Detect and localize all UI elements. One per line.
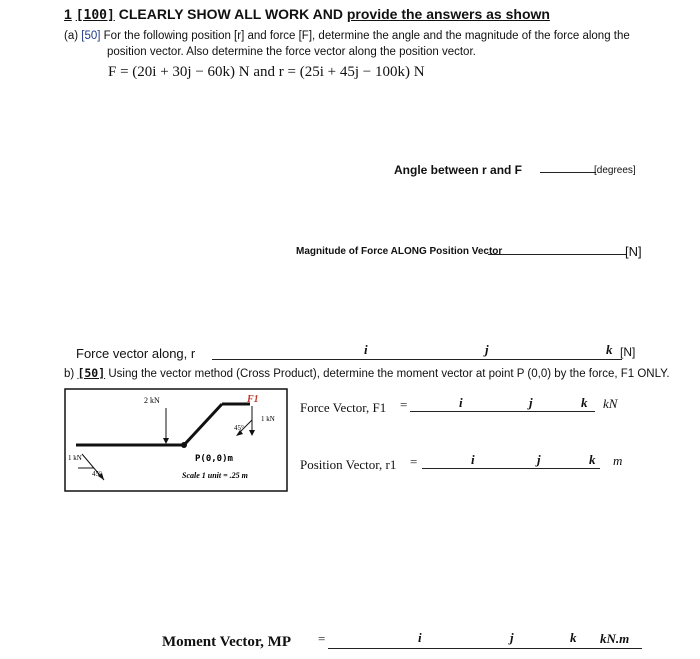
r1-eq: = <box>410 454 418 469</box>
r1-answer-line[interactable] <box>422 468 600 469</box>
part-a-text-2: position vector. Also determine the force vector along the position vector. <box>107 46 476 58</box>
part-a-points: [50] <box>81 30 101 42</box>
r1-i: i <box>471 452 475 467</box>
moment-unit: kN.m <box>600 631 630 646</box>
question-points: [100] <box>75 8 115 23</box>
part-b-text: Using the vector method (Cross Product), determine the moment vector at point P (0,0) by the force, F1 ONLY. <box>108 368 670 380</box>
fig-label-f1: F1 <box>247 394 259 405</box>
angle-unit: [degrees] <box>594 165 636 176</box>
fig-label-1kn-left: 1 kN <box>68 454 82 462</box>
part-b-points: [50] <box>77 366 106 380</box>
part-a-line1 <box>64 30 630 42</box>
r1-unit: m <box>613 453 623 468</box>
part-a-equation: F = (20i + 30j − 60k) N and r = (25i + 45j − 100k) N <box>108 64 425 80</box>
force-along-r-unit: [N] <box>620 345 636 359</box>
magnitude-unit: [N] <box>625 244 642 259</box>
header <box>64 6 550 23</box>
f1-eq: = <box>400 397 408 412</box>
f1-label: Force Vector, F1 <box>300 400 387 415</box>
fig-label-45-left: 45° <box>92 470 102 478</box>
force-along-r-i: i <box>364 342 368 357</box>
angle-label: Angle between r and F <box>394 163 523 177</box>
force-along-r-j: j <box>485 342 489 357</box>
moment-label: Moment Vector, MP <box>162 634 291 650</box>
angle-answer-line[interactable] <box>540 172 596 173</box>
fig-label-scale: Scale 1 unit = .25 m <box>182 471 248 480</box>
magnitude-label: Magnitude of Force ALONG Position Vector <box>296 246 503 257</box>
r1-label: Position Vector, r1 <box>300 457 397 472</box>
f1-k: k <box>581 395 588 410</box>
moment-i: i <box>418 630 422 645</box>
fig-label-p: P(0,0)m <box>195 454 233 464</box>
part-b-line <box>64 366 670 380</box>
r1-k: k <box>589 452 596 467</box>
force-along-r-k: k <box>606 342 613 357</box>
force-along-r-answer-line[interactable] <box>212 359 622 360</box>
fig-label-45-right: 45° <box>234 424 244 432</box>
fig-label-1kn-right: 1 kN <box>261 415 275 423</box>
magnitude-answer-line[interactable] <box>488 254 626 255</box>
part-b-label: b) <box>64 368 75 380</box>
moment-j: j <box>510 630 514 645</box>
fig-label-2kn: 2 kN <box>144 396 160 405</box>
part-a-text-1: For the following position [r] and force [F], determine the angle and the magnitude of the force along the <box>103 30 630 42</box>
instruction-text: CLEARLY SHOW ALL WORK AND <box>118 6 343 22</box>
moment-answer-line[interactable] <box>328 648 642 649</box>
moment-k: k <box>570 630 577 645</box>
moment-eq: = <box>318 631 326 646</box>
instruction-underlined: provide the answers as shown <box>346 6 550 22</box>
force-along-r-label: Force vector along, r <box>76 346 196 361</box>
r1-j: j <box>537 452 541 467</box>
point-p <box>181 442 187 448</box>
f1-i: i <box>459 395 463 410</box>
f1-answer-line[interactable] <box>410 411 595 412</box>
f1-j: j <box>529 395 533 410</box>
f1-unit: kN <box>603 396 618 411</box>
part-a-label: (a) <box>64 30 79 42</box>
question-number: 1 <box>64 6 72 22</box>
part-b-figure <box>64 388 288 492</box>
